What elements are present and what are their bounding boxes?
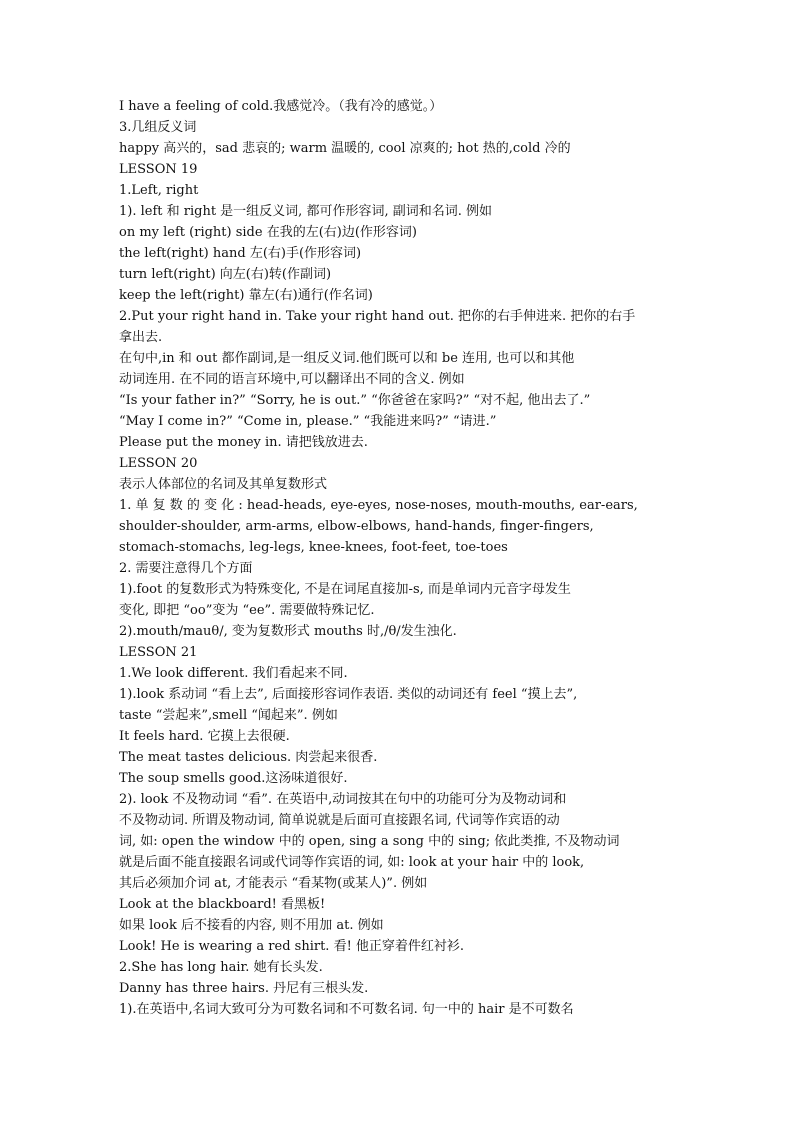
example-line: Look! He is wearing a red shirt. 看! 他正穿着件红衬衫. (119, 939, 465, 954)
example-line: turn left(right) 向左(右)转(作副词) (119, 267, 332, 282)
section-heading: 3.几组反义词 (119, 120, 197, 135)
text-line: 动词连用. 在不同的语言环境中,可以翻译出不同的含义. 例如 (119, 372, 465, 387)
text-line: 拿出去. (119, 330, 163, 345)
text-line: 2). look 不及物动词 “看”. 在英语中,动词按其在句中的功能可分为及物动词和 (119, 792, 567, 807)
example-line: It feels hard. 它摸上去很硬. (119, 729, 290, 744)
lesson-heading: LESSON 19 (119, 162, 198, 177)
text-line: 词, 如: open the window 中的 open, sing a song 中的 sing; 依此类推, 不及物动词 (119, 834, 620, 849)
text-line: 1).在英语中,名词大致可分为可数名词和不可数名词. 句一中的 hair 是不可数名 (119, 1002, 574, 1017)
text-line: 其后必须加介词 at, 才能表示 “看某物(或某人)”. 例如 (119, 876, 428, 891)
section-heading: 2.She has long hair. 她有长头发. (119, 960, 323, 975)
text-line: I have a feeling of cold.我感觉冷。（我有冷的感觉。） (119, 99, 443, 114)
text-line: 1).look 系动词 “看上去”, 后面接形容词作表语. 类似的动词还有 feel “摸上去”, (119, 687, 578, 702)
example-line: Look at the blackboard! 看黑板! (119, 897, 326, 912)
example-line: “May I come in?” “Come in, please.” “我能进来吗?” “请进.” (119, 414, 497, 429)
section-heading: 1.We look different. 我们看起来不同. (119, 666, 348, 681)
text-line: 如果 look 后不接看的内容, 则不用加 at. 例如 (119, 918, 384, 933)
section-heading: 2. 需要注意得几个方面 (119, 561, 253, 576)
text-line: 1. 单 复 数 的 变 化 : head-heads, eye-eyes, nose-noses, mouth-mouths, ear-ears, (119, 498, 638, 513)
text-line: 变化, 即把 “oo”变为 “ee”. 需要做特殊记忆. (119, 603, 375, 618)
example-line: The soup smells good.这汤味道很好. (119, 771, 348, 786)
text-line: 在句中,in 和 out 都作副词,是一组反义词.他们既可以和 be 连用, 也可以和其他 (119, 351, 575, 366)
lesson-heading: LESSON 20 (119, 456, 198, 471)
lesson-heading: LESSON 21 (119, 645, 198, 660)
example-line: the left(right) hand 左(右)手(作形容词) (119, 246, 362, 261)
example-line: The meat tastes delicious. 肉尝起来很香. (119, 750, 378, 765)
example-line: Please put the money in. 请把钱放进去. (119, 435, 368, 450)
example-line: keep the left(right) 靠左(右)通行(作名词) (119, 288, 373, 303)
text-line: 2).mouth/mauθ/, 变为复数形式 mouths 时,/θ/发生浊化. (119, 624, 457, 639)
text-line: happy 高兴的，sad 悲哀的; warm 温暖的, cool 凉爽的; hot 热的,cold 冷的 (119, 141, 571, 156)
text-line: stomach-stomachs, leg-legs, knee-knees, foot-feet, toe-toes (119, 540, 508, 555)
text-line: taste “尝起来”,smell “闻起来”. 例如 (119, 708, 338, 723)
text-line: 1).foot 的复数形式为特殊变化, 不是在词尾直接加-s, 而是单词内元音字母发生 (119, 582, 571, 597)
section-heading: 1.Left, right (119, 183, 199, 198)
text-line: 就是后面不能直接跟名词或代词等作宾语的词, 如: look at your hair 中的 look, (119, 855, 585, 870)
text-line: 1). left 和 right 是一组反义词, 都可作形容词, 副词和名词. 例如 (119, 204, 492, 219)
text-line: shoulder-shoulder, arm-arms, elbow-elbows, hand-hands, finger-fingers, (119, 519, 594, 534)
document-page (119, 96, 679, 1020)
text-line: 不及物动词. 所谓及物动词, 简单说就是后面可直接跟名词, 代词等作宾语的动 (119, 813, 560, 828)
section-heading: 表示人体部位的名词及其单复数形式 (119, 477, 328, 492)
example-line: Danny has three hairs. 丹尼有三根头发. (119, 981, 369, 996)
example-line: on my left (right) side 在我的左(右)边(作形容词) (119, 225, 417, 240)
text-line: 2.Put your right hand in. Take your right hand out. 把你的右手伸进来. 把你的右手 (119, 309, 636, 324)
example-line: “Is your father in?” “Sorry, he is out.” “你爸爸在家吗?” “对不起, 他出去了.” (119, 393, 591, 408)
